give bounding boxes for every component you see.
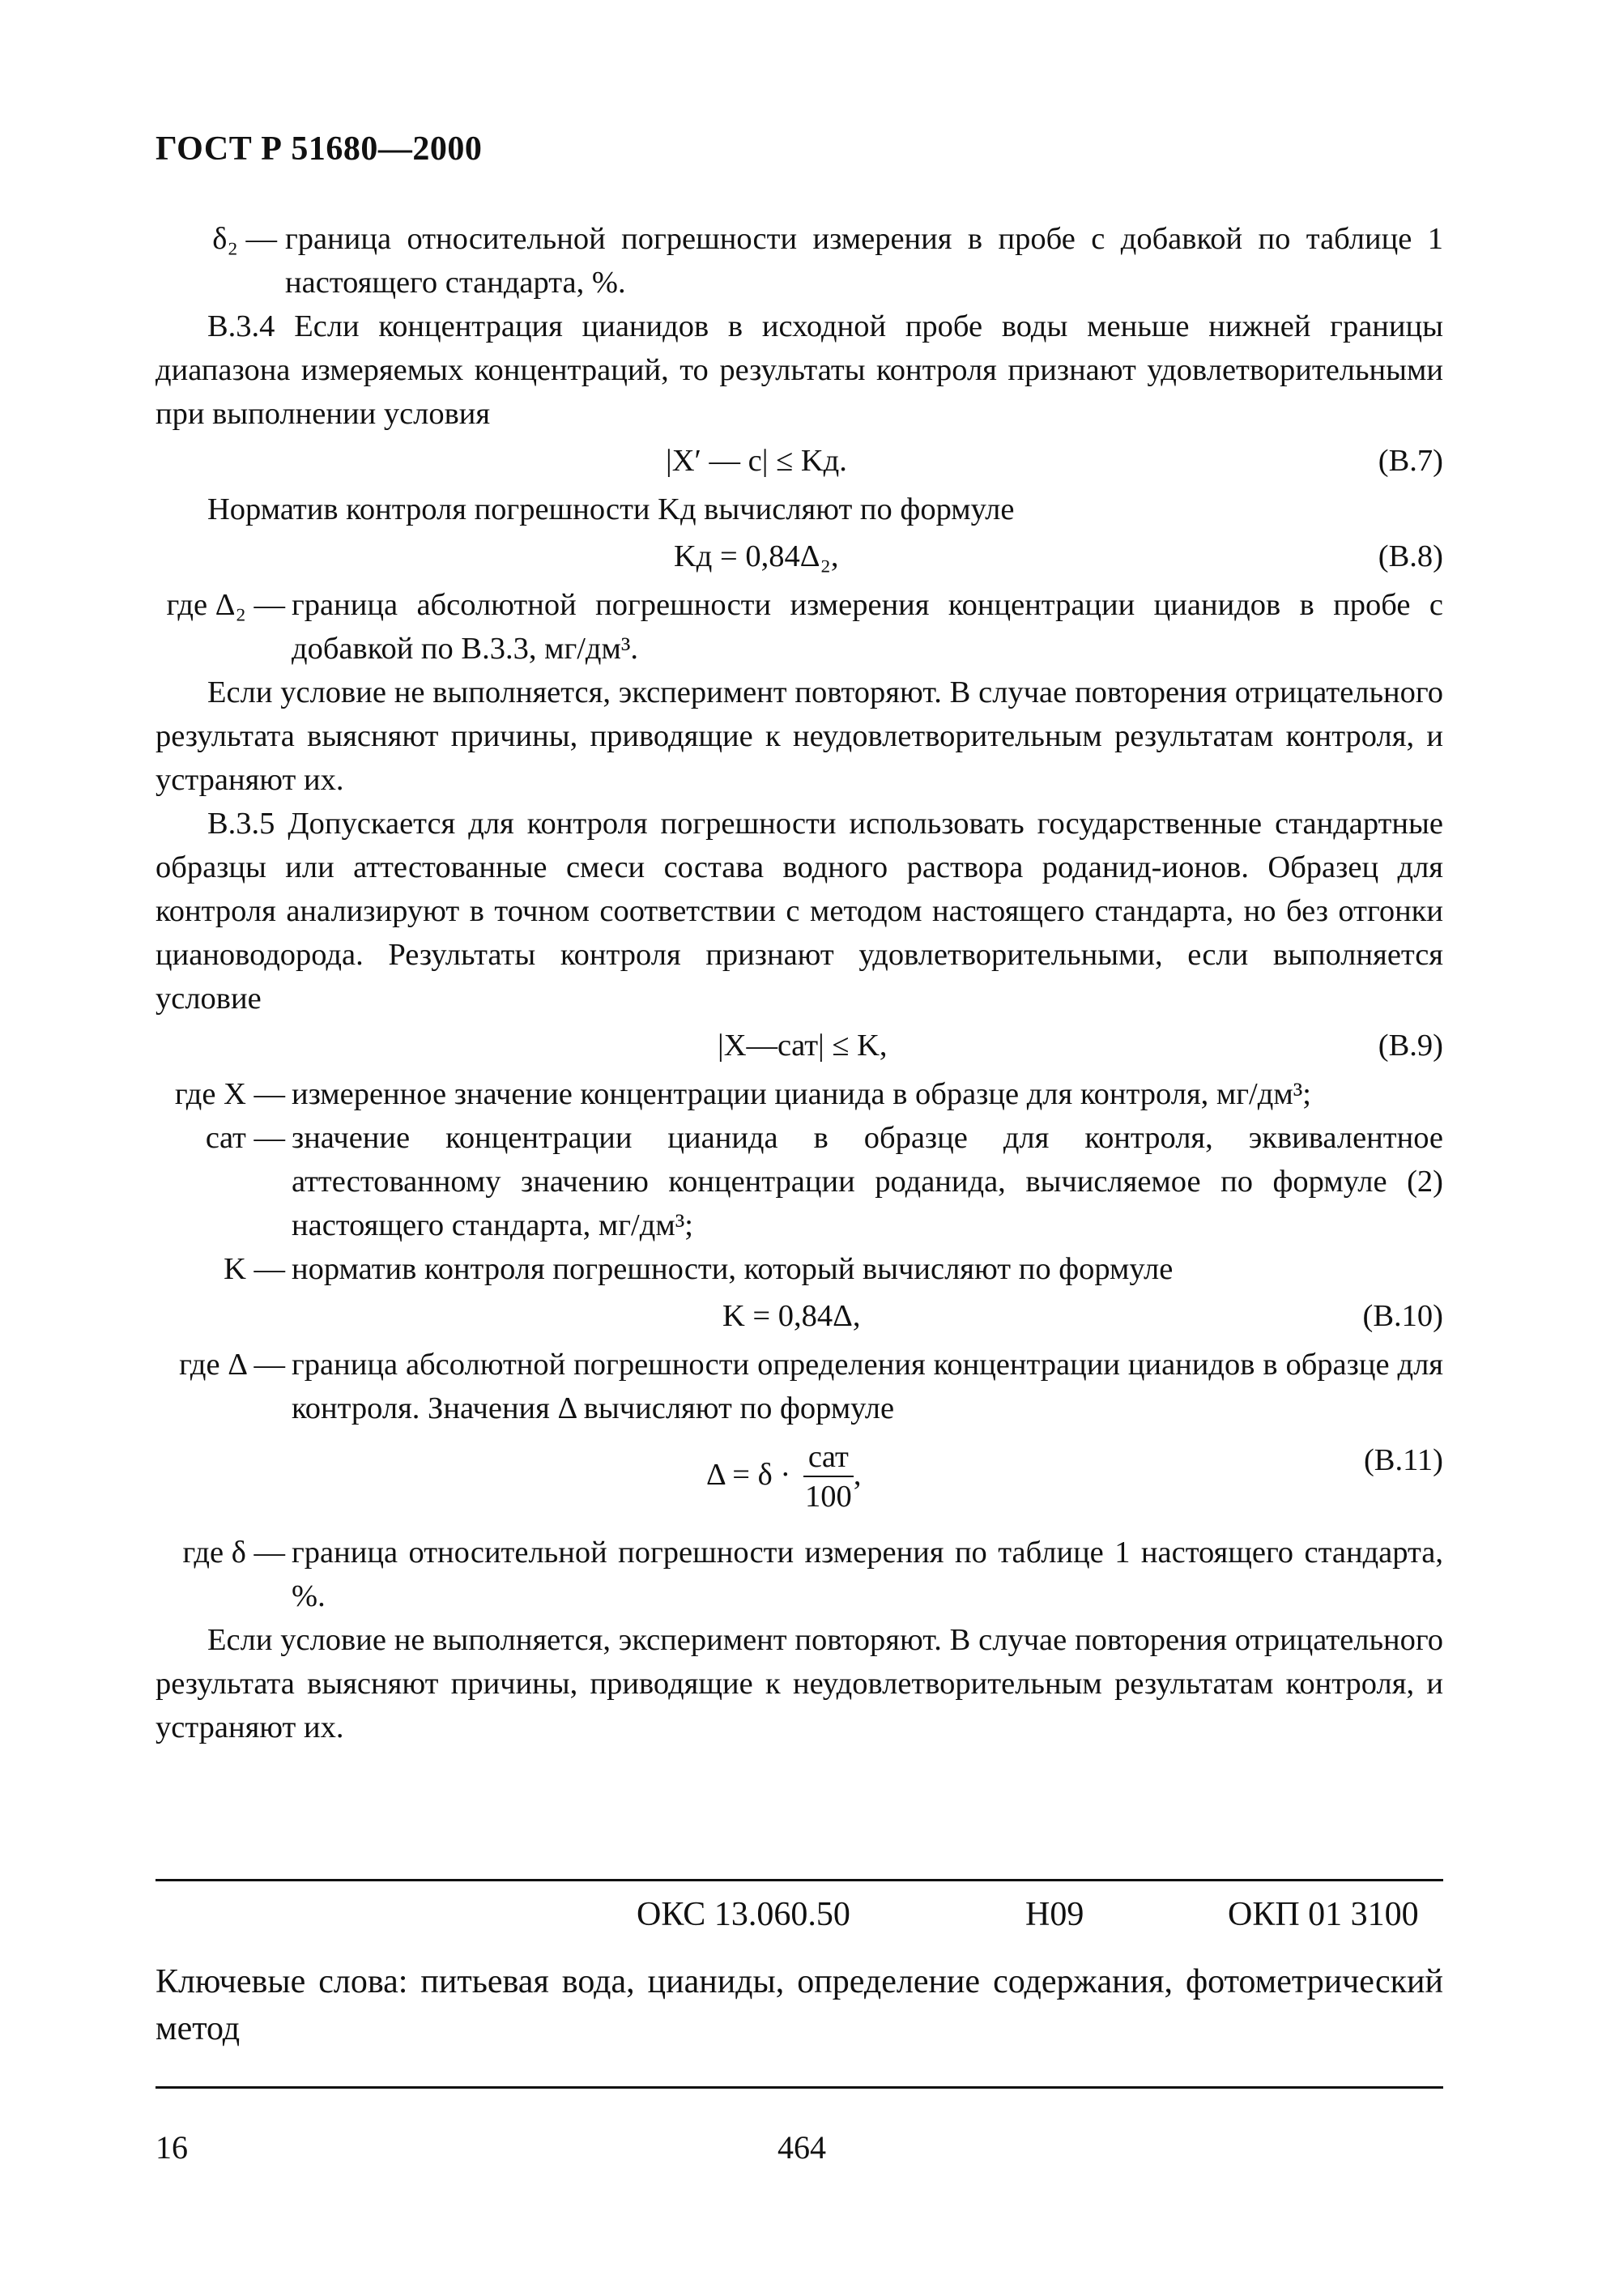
paragraph-norm-kd: Норматив контроля погрешности Kд вычисляют по формуле bbox=[207, 492, 1015, 526]
paragraph-b34: В.3.4 Если концентрация цианидов в исходной пробе воды меньше нижней границы диапазона измеряемых концентраций, то результаты контроля признают удовлетворительными при выполнении условия bbox=[155, 309, 1443, 431]
definition-text: граница относительной погрешности измерения по таблице 1 настоящего стандарта, %. bbox=[292, 1536, 1443, 1613]
definition-term: где Δ₂ — bbox=[166, 588, 285, 622]
formula-number: (В.10) bbox=[1362, 1299, 1443, 1333]
definition-cat bbox=[155, 1116, 1443, 1247]
formula-b7 bbox=[155, 436, 1443, 488]
group-code: Н09 bbox=[1025, 1896, 1084, 1933]
formula-number: (В.11) bbox=[1363, 1443, 1443, 1477]
fraction-denominator: 100 bbox=[804, 1480, 852, 1514]
fraction-numerator: cат bbox=[803, 1438, 854, 1477]
definition-delta2 bbox=[155, 217, 1443, 305]
definition-text: граница абсолютной погрешности измерения концентрации цианидов в пробе с добавкой по В.3.3, мг/дм³. bbox=[292, 588, 1443, 666]
formula-expression bbox=[706, 1438, 861, 1516]
page-number-center: 464 bbox=[777, 2129, 826, 2166]
formula-lhs: Δ = δ · bbox=[706, 1457, 791, 1492]
definition-text: измеренное значение концентрации цианида в образце для контроля, мг/дм³; bbox=[292, 1077, 1311, 1111]
formula-tail: , bbox=[853, 1457, 862, 1492]
formula-fraction bbox=[803, 1438, 854, 1516]
definition-text: норматив контроля погрешности, который вычисляют по формуле bbox=[292, 1252, 1174, 1286]
standard-header: ГОСТ Р 51680—2000 bbox=[155, 130, 483, 168]
formula-expression: K = 0,84Δ, bbox=[722, 1299, 861, 1333]
definition-text: граница относительной погрешности измерения в пробе с добавкой по таблице 1 настоящего стандарта, %. bbox=[285, 222, 1443, 300]
formula-b8 bbox=[155, 531, 1443, 583]
definition-text: граница абсолютной погрешности определения концентрации цианидов в образце для контроля. Значения Δ вычисляют по формуле bbox=[292, 1348, 1443, 1425]
formula-expression: |X′ — c| ≤ Kд. bbox=[666, 444, 847, 478]
formula-expression: Kд = 0,84Δ₂, bbox=[674, 539, 839, 573]
definition-X bbox=[155, 1072, 1443, 1116]
formula-b9 bbox=[155, 1020, 1443, 1072]
definition-delta bbox=[155, 1531, 1443, 1618]
footer-rule-bottom bbox=[155, 2086, 1443, 2089]
definition-text: значение концентрации цианида в образце для контроля, эквивалентное аттестованному значению концентрации роданида, вычисляемое по формуле (2) настоящего стандарта, мг/дм³; bbox=[292, 1121, 1443, 1242]
paragraph-b35: В.3.5 Допускается для контроля погрешности использовать государственные стандартные образцы или аттестованные смеси состава водного раствора роданид-ионов. Образец для контроля анализируют в точном соответствии с методом настоящего стандарта, но без отгонки циановодорода. Результаты контроля признают удовлетворительными, если выполняется условие bbox=[155, 807, 1443, 1016]
document-body bbox=[155, 217, 1443, 1749]
definition-term: где Δ — bbox=[179, 1348, 285, 1382]
definition-term: δ₂ — bbox=[212, 222, 277, 256]
definition-term: K — bbox=[224, 1252, 285, 1286]
definition-term: cат — bbox=[205, 1121, 285, 1155]
formula-number: (В.8) bbox=[1378, 539, 1443, 573]
footer-rule-top bbox=[155, 1879, 1443, 1881]
definition-Delta2 bbox=[155, 583, 1443, 671]
page-number-left: 16 bbox=[155, 2129, 188, 2166]
formula-b10 bbox=[155, 1291, 1443, 1343]
oks-code: ОКС 13.060.50 bbox=[637, 1896, 850, 1933]
paragraph-repeat-1: Если условие не выполняется, эксперимент повторяют. В случае повторения отрицательного результата выясняют причины, приводящие к неудовлетворительным результатам контроля, и устраняют их. bbox=[155, 675, 1443, 797]
formula-number: (В.9) bbox=[1378, 1029, 1443, 1063]
paragraph-repeat-2: Если условие не выполняется, эксперимент повторяют. В случае повторения отрицательного результата выясняют причины, приводящие к неудовлетворительным результатам контроля, и устраняют их. bbox=[155, 1623, 1443, 1744]
definition-term: где X — bbox=[174, 1077, 285, 1111]
definition-K bbox=[155, 1247, 1443, 1291]
okp-code: ОКП 01 3100 bbox=[1228, 1896, 1419, 1933]
definition-term: где δ — bbox=[182, 1536, 285, 1570]
keywords: Ключевые слова: питьевая вода, цианиды, определение содержания, фотометрический метод bbox=[155, 1963, 1443, 2047]
formula-expression: |X—cат| ≤ K, bbox=[718, 1029, 888, 1063]
formula-b11 bbox=[155, 1430, 1443, 1531]
formula-number: (В.7) bbox=[1378, 444, 1443, 478]
definition-Delta bbox=[155, 1343, 1443, 1430]
